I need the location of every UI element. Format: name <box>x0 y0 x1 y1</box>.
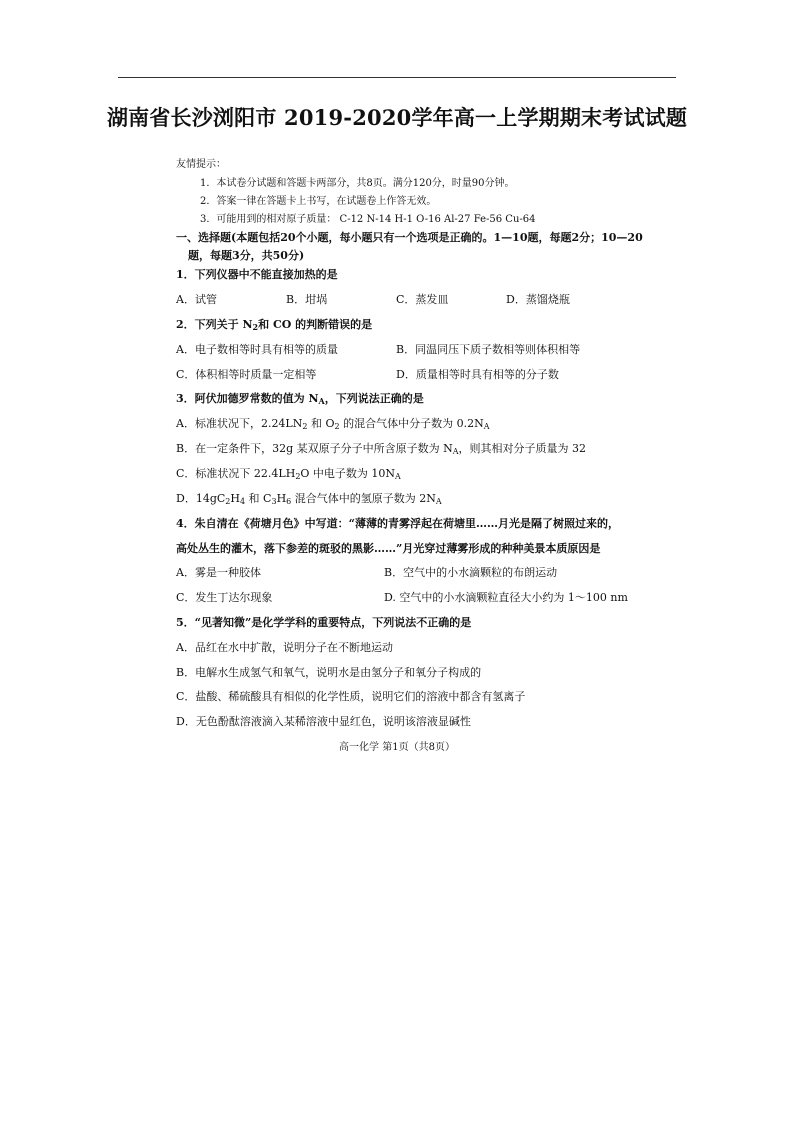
section-heading-line1: 一、选择题(本题包括20个小题，每小题只有一个选项是正确的。1—10题，每题2分；10—20 <box>176 231 643 244</box>
question-4-option-a: A．雾是一种胶体 <box>176 566 261 579</box>
question-5-option-c: C．盐酸、稀硫酸具有相似的化学性质，说明它们的溶液中都含有氢离子 <box>176 690 526 703</box>
question-2-option-b: B．同温同压下质子数相等则体积相等 <box>396 343 581 356</box>
question-2-option-a: A．电子数相等时具有相等的质量 <box>176 343 338 356</box>
page-footer: 高一化学 第1页（共8页） <box>339 742 455 753</box>
question-3-option-a: A．标准状况下，$2.24LN_2$ 和 $O_2$ 的混合气体中分子数为 $0.2N_A$ <box>176 417 490 431</box>
tip-item-1: 1．本试卷分试题和答题卡两部分，共8页。满分120分，时量90分钟。 <box>200 178 515 189</box>
question-1-option-d: D．蒸馏烧瓶 <box>506 293 570 306</box>
question-1-option-c: C．蒸发皿 <box>396 293 449 306</box>
question-5-stem: 5．“见著知微”是化学学科的重要特点，下列说法不正确的是 <box>176 616 472 629</box>
question-5-option-b: B．电解水生成氢气和氧气，说明水是由氢分子和氧分子构成的 <box>176 666 482 679</box>
question-2-stem: 2．下列关于 $N_2$和 CO 的判断错误的是 <box>176 318 373 332</box>
question-5-option-d: D．无色酚酞溶液滴入某稀溶液中显红色，说明该溶液显碱性 <box>176 715 471 728</box>
question-4-stem-line1: 4．朱自清在《荷塘月色》中写道：“薄薄的青雾浮起在荷塘里……月光是隔了树照过来的， <box>176 517 619 530</box>
tip-item-2: 2．答案一律在答题卡上书写，在试题卷上作答无效。 <box>200 196 437 207</box>
tips-heading: 友情提示： <box>176 159 226 170</box>
question-3-option-b: B．在一定条件下，32g 某双原子分子中所含原子数为 $N_A$，则其相对分子质量为 32 <box>176 442 587 456</box>
tip-item-3: 3．可能用到的相对原子质量： C-12 N-14 H-1 O-16 Al-27 Fe-56 Cu-64 <box>200 214 536 225</box>
question-1-option-a: A．试管 <box>176 293 217 306</box>
section-heading-line2: 题，每题3分，共50分) <box>188 249 305 262</box>
question-1-option-b: B．坩埚 <box>286 293 328 306</box>
question-2-option-d: D．质量相等时具有相等的分子数 <box>396 368 559 381</box>
question-2-option-c: C．体积相等时质量一定相等 <box>176 368 317 381</box>
question-1-stem: 1．下列仪器中不能直接加热的是 <box>176 268 338 281</box>
question-4-option-c: C．发生丁达尔现象 <box>176 591 273 604</box>
question-3-stem: 3．阿伏加德罗常数的值为 $N_A$，下列说法正确的是 <box>176 392 424 406</box>
question-3-option-c: C．标准状况下 $22.4LH_2O$ 中电子数为 $10N_A$ <box>176 467 401 481</box>
question-4-stem-line2: 高处丛生的灌木，落下参差的斑驳的黑影……”月光穿过薄雾形成的种种美景本质原因是 <box>176 542 601 555</box>
question-4-option-d: D. 空气中的小水滴颗粒直径大小约为 1～100 nm <box>384 591 628 604</box>
header-rule <box>118 77 676 78</box>
question-4-option-b: B．空气中的小水滴颗粒的布朗运动 <box>384 566 558 579</box>
page-title: 湖南省长沙浏阳市 2019-2020学年高一上学期期末考试试题 <box>106 105 688 130</box>
question-5-option-a: A．品红在水中扩散，说明分子在不断地运动 <box>176 641 393 654</box>
question-3-option-d: D．$14gC_2H_4$ 和 $C_3H_6$ 混合气体中的氢原子数为 $2N_A$ <box>176 492 442 506</box>
